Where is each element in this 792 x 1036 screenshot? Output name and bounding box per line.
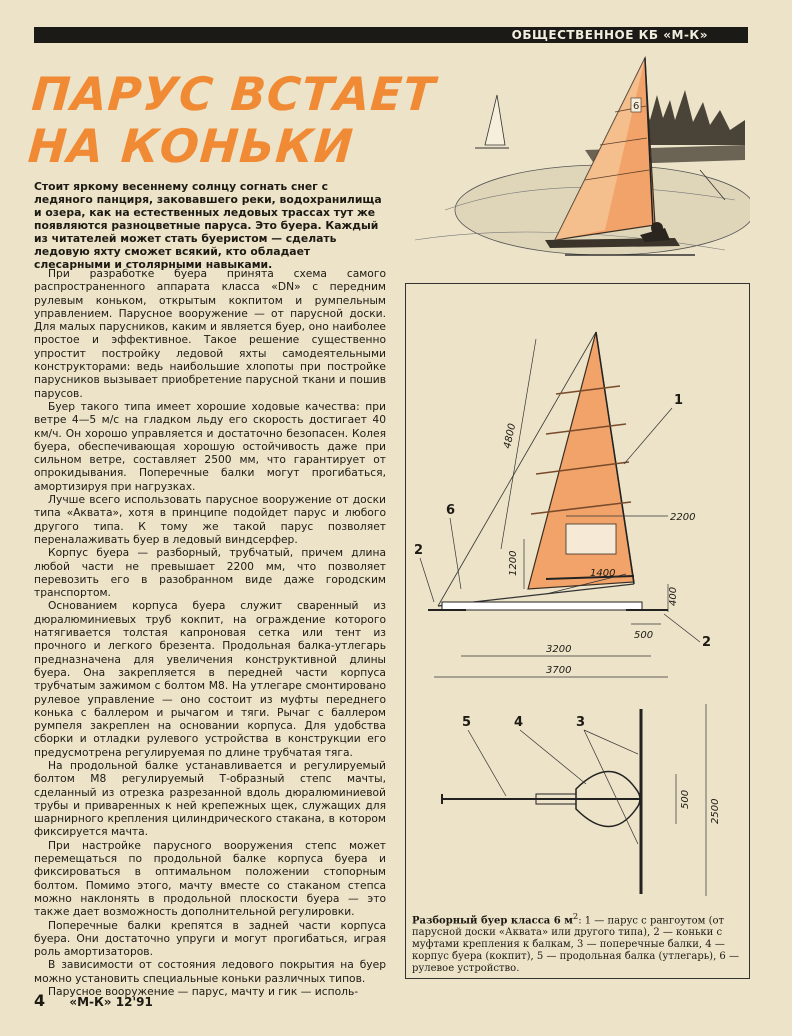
title-line-1: ПАРУС ВСТАЕТ xyxy=(29,67,438,121)
article-title xyxy=(26,68,437,172)
body-paragraph: Парусное вооружение — парус, мачту и гик — исполь- xyxy=(48,985,359,999)
svg-text:6: 6 xyxy=(633,101,640,112)
dim-boom-length: 2200 xyxy=(670,512,696,523)
body-paragraph: На продольной балке устанавливается и регулируемый болтом М8 регулируемый Т-образный степс мачты, сделанный из отрезка разрезанной вдоль дюралюминиевой трубы и приваренных к ней крепежных щек, служащих для шарнирного крепления цилиндрического стакана, в котором фиксируется мачта. xyxy=(34,758,386,839)
dim-boom-height: 1200 xyxy=(508,550,519,576)
callout-skate-rear: 2 xyxy=(702,635,712,650)
diagram-drawing xyxy=(406,284,749,978)
article-body xyxy=(34,267,386,998)
callout-steering: 6 xyxy=(446,503,456,518)
body-paragraph: Основанием корпуса буера служит сваренный из дюралюминиевых труб кокпит, на ограждение которого натягивается толстая капроновая сетка или тент из прочного и легкого брезента. Продольная балка-утлегарь предназначена для увеличения конструктивной длины буера. Она закрепляется в передней части корпуса трубчатым зажимом с болтом М8. На утлегаре смонтировано рулевое управление — оно состоит из муфты переднего конька с баллером и рычагом и тяги. Рычаг с баллером румпеля закреплен на основании корпуса. Для удобства сборки и отладки рулевого устройства в конструкции его предусмотрена регулируемая по длине трубчатая тяга. xyxy=(34,599,386,759)
iceboat-illustration xyxy=(405,50,750,280)
body-paragraph: Поперечные балки крепятся в задней части корпуса буера. Они достаточно упруги и могут прогибаться, играя роль амортизаторов. xyxy=(34,918,386,959)
callout-hull: 4 xyxy=(514,715,524,730)
article-lead xyxy=(34,180,386,271)
callout-crossbeams: 3 xyxy=(576,715,586,730)
technical-diagram xyxy=(405,283,750,979)
callout-sail: 1 xyxy=(674,393,684,408)
diagram-caption xyxy=(412,910,742,975)
page-number: 4 xyxy=(34,991,46,1010)
dim-overall-length: 3700 xyxy=(546,665,572,676)
dim-skate-offset: 500 xyxy=(634,630,654,641)
body-paragraph: При настройке парусного вооружения степс может перемещаться по продольной балке корпуса буера и фиксироваться в оптимальном положении стопорным болтом. Помимо этого, мачту вместе со стаканом степса можно наклонять в продольной плоскости буера — это также дает возможность дополнительной регулировки. xyxy=(34,838,386,919)
section-header-label: ОБЩЕСТВЕННОЕ КБ «М-К» xyxy=(511,28,708,42)
issue-label: «М-К» 12'91 xyxy=(69,995,153,1009)
body-paragraph: Буер такого типа имеет хорошие ходовые качества: при ветре 4—5 м/с на гладком льду его скорость достигает 40 км/ч. Он хорошо управляется и достаточно безопасен. Колея буера, обеспечивающая хорошую остойчивость даже при сильном ветре, составляет 2500 мм, что гарантирует от опрокидывания. Поперечные балки могут прогибаться, амортизируя при нагрузках. xyxy=(34,399,386,493)
dim-cockpit-width: 500 xyxy=(680,789,691,809)
caption-text: : 1 — парус с рангоутом (от парусной доски «Аквата» или другого типа), 2 — коньки с муфтами крепления к балкам, 3 — поперечные балки, 4 — корпус буера (кокпит), 5 — продольная балка (утлегарь), 6 — рулевое устройство. xyxy=(412,915,739,975)
dim-track-width: 2500 xyxy=(710,798,721,824)
caption-title: Разборный буер класса 6 м xyxy=(412,915,573,927)
dim-sail-foot: 1400 xyxy=(590,568,616,579)
page-footer xyxy=(34,991,153,1010)
callout-bowsprit: 5 xyxy=(462,715,472,730)
caption-superscript: 2 xyxy=(572,911,579,921)
title-line-2: НА КОНЬКИ xyxy=(26,119,356,173)
section-header-bar xyxy=(34,27,748,43)
dim-height: 400 xyxy=(668,586,679,606)
lead-paragraph: Стоит яркому весеннему солнцу согнать снег с ледяного панциря, заковавшего реки, водохранилища и озера, как на естественных ледовых трассах тут же появляются разноцветные паруса. Это буера. Каждый из читателей может стать буеристом — сделать ледовую яхту сможет всякий, кто обладает слесарными и столярными навыками. xyxy=(34,180,382,271)
callout-skate-front: 2 xyxy=(414,543,424,558)
dim-mast-length: 4800 xyxy=(502,422,519,450)
body-paragraph: При разработке буера принята схема самого распространенного аппарата класса «DN» с передним рулевым коньком, открытым кокпитом и румпельным управлением. Парусное вооружение — от парусной доски. Для малых парусников, каким и является буер, оно наиболее простое и эффективное. Такое решение существенно упростит постройку ледовой яхты самодеятельными конструкторами: ведь наибольшие хлопоты при постройке парусников вызывает приобретение парусной ткани и пошив парусов. xyxy=(34,267,386,400)
dim-hull-length: 3200 xyxy=(546,644,572,655)
body-paragraph: Корпус буера — разборный, трубчатый, причем длина любой части не превышает 2200 мм, что позволяет перевозить его в разобранном виде даже городским транспортом. xyxy=(34,546,386,600)
body-paragraph: В зависимости от состояния ледового покрытия на буер можно установить специальные коньки различных типов. xyxy=(34,958,386,985)
body-paragraph: Лучше всего использовать парусное вооружение от доски типа «Аквата», хотя в принципе подойдет парус и любого другого типа. К тому же такой парус позволяет переналаживать буер в ледовый виндсерфер. xyxy=(34,493,386,546)
